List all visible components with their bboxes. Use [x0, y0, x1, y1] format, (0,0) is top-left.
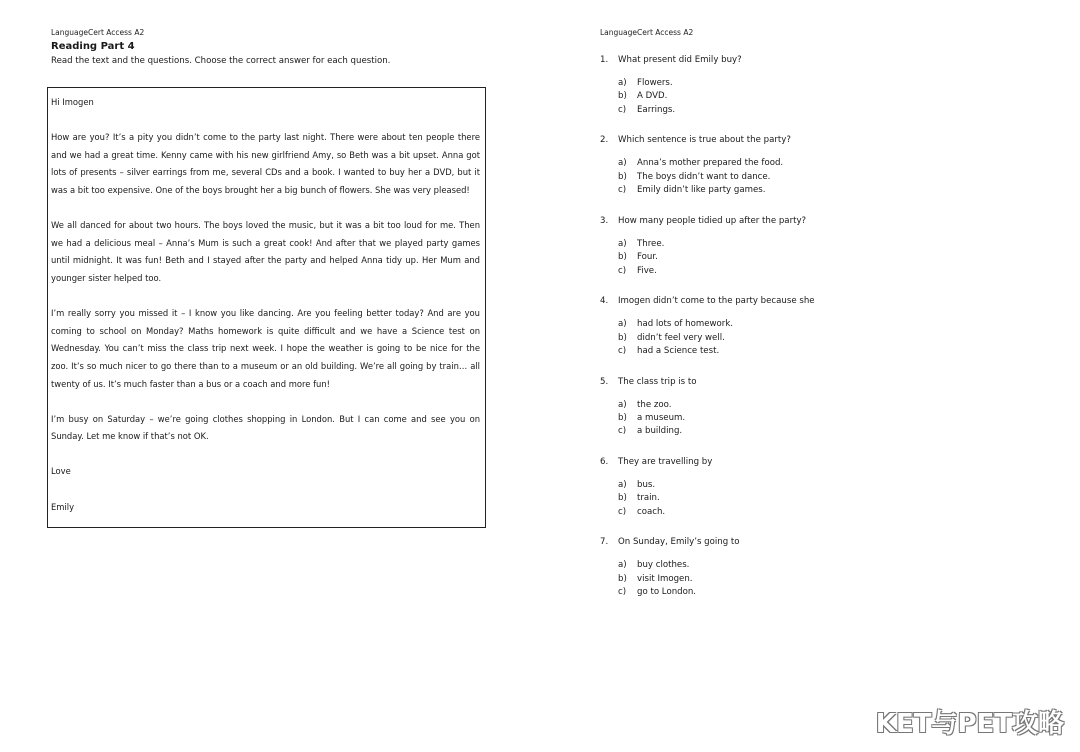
letter-signature: Emily [51, 501, 75, 512]
question-text: They are travelling by [618, 457, 713, 467]
option-text: had lots of homework. [637, 319, 734, 330]
option-text: a museum. [637, 413, 686, 423]
question-text: What present did Emily buy? [618, 55, 742, 65]
letter-greeting: Hi Imogen [51, 97, 94, 107]
answer-options [600, 318, 900, 358]
letter-paragraph: How are you? It’s a pity you didn’t come to the party last night. There were about ten people there and we had a great time. Kenny came with his new girlfriend Amy, so Beth was a bit upset. Anna got lots of presents – silver earrings from me, several CDs and a book. I wanted to buy her a DVD, but it was a bit too expensive. One of the boys brought her a big bunch of flowers. She was very pleased! [51, 132, 480, 195]
option-text: Flowers. [637, 78, 673, 88]
question [600, 296, 900, 306]
left-page [51, 28, 491, 66]
answer-options [600, 77, 900, 117]
answer-option[interactable] [600, 265, 900, 278]
letter-box [47, 87, 486, 528]
question-number: 1. [600, 55, 609, 65]
option-letter: b) [618, 493, 627, 504]
option-text: Five. [637, 265, 657, 276]
answer-options [600, 399, 900, 439]
question-number: 2. [600, 135, 609, 146]
answer-option[interactable] [600, 238, 900, 251]
option-text: the zoo. [637, 399, 672, 410]
question-number: 4. [600, 296, 609, 307]
letter-paragraph: I’m really sorry you missed it – I know you like dancing. Are you feeling better today? And are you coming to school on Monday? Maths homework is quite difficult and we have a Science test on Wednesday. You can’t miss the class trip next week. I hope the weather is going to be nice for the zoo. It’s so much nicer to go there than to a museum or an old building. We’re all going by train… all twenty of us. It’s much faster than a bus or a coach and more fun! [51, 308, 480, 389]
question-number: 3. [600, 215, 609, 226]
option-text: A DVD. [637, 91, 668, 102]
option-text: coach. [637, 506, 666, 517]
section-title: Reading Part 4 [51, 41, 135, 52]
option-letter: b) [618, 252, 627, 263]
option-letter: c) [618, 506, 627, 517]
answer-option[interactable] [600, 425, 900, 438]
option-letter: c) [618, 185, 627, 196]
option-letter: b) [618, 91, 627, 102]
option-letter: b) [618, 413, 627, 423]
option-text: didn’t feel very well. [637, 332, 725, 343]
question-block [600, 216, 900, 278]
question-block [600, 457, 900, 519]
option-text: Three. [637, 238, 665, 249]
option-text: bus. [637, 480, 656, 490]
option-letter: b) [618, 171, 627, 182]
left-page-header: LanguageCert Access A2 [51, 28, 145, 37]
question [600, 537, 900, 547]
option-letter: b) [618, 573, 627, 584]
option-text: Emily didn’t like party games. [637, 185, 766, 196]
option-letter: a) [618, 319, 627, 330]
question [600, 216, 900, 226]
answer-option[interactable] [600, 399, 900, 412]
option-text: train. [637, 493, 660, 504]
answer-options [600, 559, 900, 599]
question-block [600, 135, 900, 197]
option-letter: c) [618, 587, 627, 598]
option-letter: c) [618, 346, 627, 356]
question-block [600, 377, 900, 439]
question-number: 5. [600, 376, 609, 387]
option-letter: c) [618, 104, 627, 115]
answer-option[interactable] [600, 559, 900, 572]
option-letter: a) [618, 480, 627, 490]
option-text: go to London. [637, 587, 697, 598]
letter-paragraph: I’m busy on Saturday – we’re going clothes shopping in London. But I can come and see you on Sunday. Let me know if that’s not OK. [51, 413, 480, 442]
answer-option[interactable] [600, 573, 900, 586]
option-letter: c) [618, 265, 627, 276]
option-letter: c) [618, 426, 627, 437]
answer-option[interactable] [600, 157, 900, 170]
question-text: On Sunday, Emily’s going to [618, 537, 740, 548]
answer-option[interactable] [600, 171, 900, 184]
answer-option[interactable] [600, 345, 900, 358]
question-text: How many people tidied up after the party? [618, 215, 807, 226]
question-number: 6. [600, 457, 609, 467]
answer-option[interactable] [600, 492, 900, 505]
answer-option[interactable] [600, 332, 900, 345]
question-text: Which sentence is true about the party? [618, 135, 791, 146]
watermark: KET与PET攻略 [875, 709, 1064, 739]
right-page-header: LanguageCert Access A2 [600, 28, 694, 37]
option-text: a building. [637, 426, 683, 437]
option-letter: a) [618, 399, 627, 410]
answer-option[interactable] [600, 104, 900, 117]
answer-options [600, 157, 900, 197]
option-text: buy clothes. [637, 560, 690, 571]
option-text: Anna’s mother prepared the food. [637, 158, 784, 169]
answer-option[interactable] [600, 506, 900, 519]
option-text: The boys didn’t want to dance. [637, 171, 771, 182]
option-text: visit Imogen. [637, 573, 693, 584]
question [600, 55, 900, 65]
question-block [600, 537, 900, 599]
question-block [600, 296, 900, 358]
answer-option[interactable] [600, 479, 900, 492]
option-letter: b) [618, 332, 627, 343]
option-letter: a) [618, 560, 627, 571]
answer-option[interactable] [600, 412, 900, 425]
question-text: The class trip is to [618, 376, 697, 387]
answer-option[interactable] [600, 184, 900, 197]
answer-option[interactable] [600, 77, 900, 90]
question-number: 7. [600, 537, 609, 548]
option-text: had a Science test. [637, 346, 720, 356]
letter-paragraph: We all danced for about two hours. The boys loved the music, but it was a bit too loud for me. Then we had a delicious meal – Anna’s Mum is such a great cook! And after that we played party games until midnight. It was fun! Beth and I stayed after the party and helped Anna tidy up. Her Mum and younger sister helped too. [51, 220, 480, 283]
question-text: Imogen didn’t come to the party because she [618, 296, 815, 307]
option-text: Earrings. [637, 104, 676, 115]
question-block [600, 55, 900, 117]
answer-options [600, 238, 900, 278]
instructions: Read the text and the questions. Choose the correct answer for each question. [51, 56, 391, 66]
option-letter: a) [618, 238, 627, 249]
answer-option[interactable] [600, 90, 900, 103]
question [600, 377, 900, 387]
answer-option[interactable] [600, 251, 900, 264]
answer-option[interactable] [600, 318, 900, 331]
question [600, 135, 900, 145]
option-letter: a) [618, 158, 627, 169]
right-page [600, 28, 900, 598]
question [600, 457, 900, 467]
option-letter: a) [618, 78, 627, 88]
option-text: Four. [637, 252, 658, 263]
answer-options [600, 479, 900, 519]
letter-closing: Love [51, 466, 71, 477]
answer-option[interactable] [600, 586, 900, 599]
